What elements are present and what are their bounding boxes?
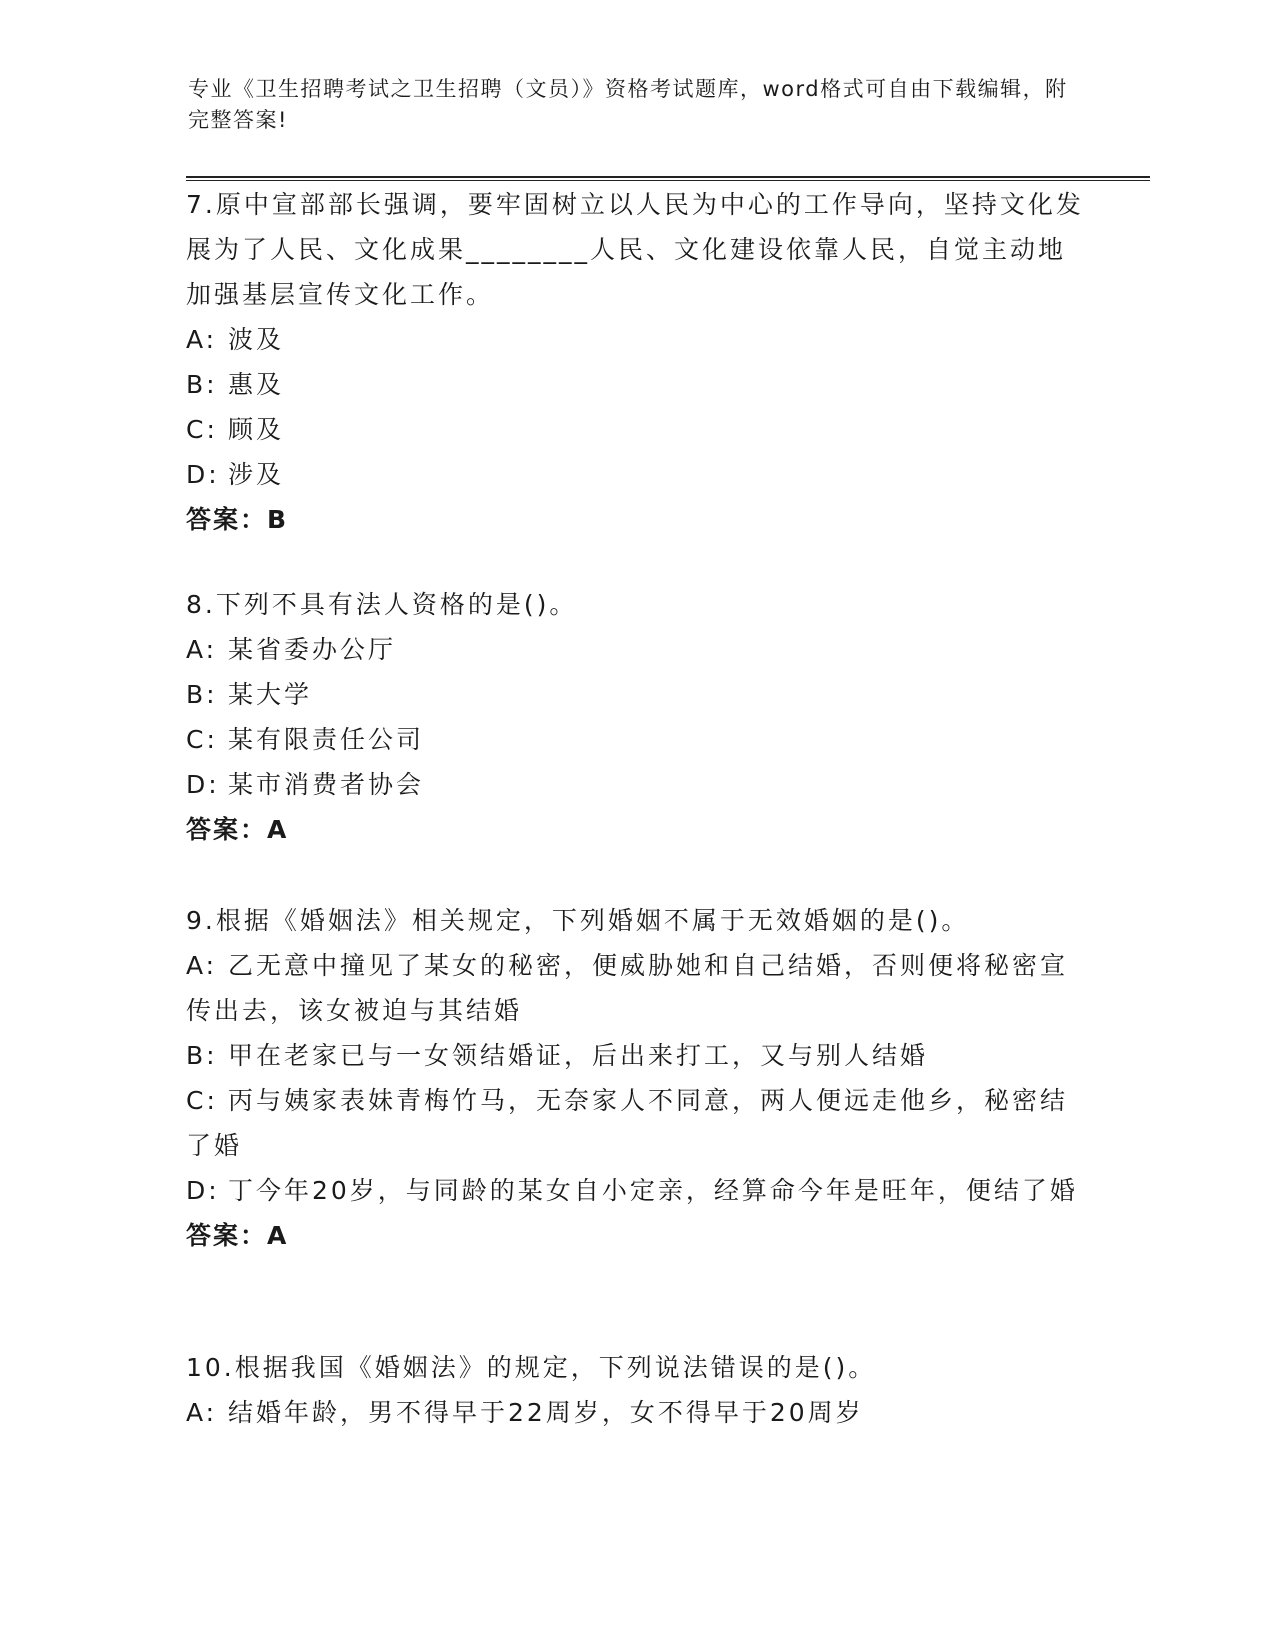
- option-a: A: 某省委办公厅: [186, 635, 397, 664]
- option-c: C: 丙与姨家表妹青梅竹马，无奈家人不同意，两人便远走他乡，秘密结了婚: [186, 1086, 1069, 1160]
- option-b: B: 某大学: [186, 680, 313, 709]
- option-a: A: 结婚年龄，男不得早于22周岁，女不得早于20周岁: [186, 1398, 864, 1427]
- option-a: A: 乙无意中撞见了某女的秘密，便威胁她和自己结婚，否则便将秘密宣传出去，该女被迫与其结婚: [186, 951, 1069, 1025]
- header-intro: 专业《卫生招聘考试之卫生招聘（文员）》资格考试题库，word格式可自由下载编辑，附完整答案!: [188, 77, 1068, 132]
- answer-label: 答案：A: [186, 1221, 289, 1250]
- option-b: B: 甲在老家已与一女领结婚证，后出来打工，又与别人结婚: [186, 1041, 929, 1070]
- answer-label: 答案：A: [186, 815, 289, 844]
- answer-label: 答案：B: [186, 505, 289, 534]
- question-7: [186, 182, 1086, 542]
- question-9: [186, 898, 1086, 1258]
- document-header: [188, 74, 1068, 136]
- question-stem: 8.下列不具有法人资格的是()。: [186, 590, 578, 619]
- question-8: [186, 582, 1086, 852]
- header-divider: [186, 176, 1150, 181]
- option-c: C: 某有限责任公司: [186, 725, 425, 754]
- question-stem: 7.原中宣部部长强调，要牢固树立以人民为中心的工作导向，坚持文化发展为了人民、文化成果________人民、文化建设依靠人民，自觉主动地加强基层宣传文化工作。: [186, 190, 1084, 309]
- option-a: A: 波及: [186, 325, 285, 354]
- option-b: B: 惠及: [186, 370, 285, 399]
- question-10: [186, 1345, 1086, 1435]
- option-d: D: 涉及: [186, 460, 285, 489]
- option-d: D: 丁今年20岁，与同龄的某女自小定亲，经算命今年是旺年，便结了婚: [186, 1176, 1078, 1205]
- option-c: C: 顾及: [186, 415, 285, 444]
- question-stem: 10.根据我国《婚姻法》的规定，下列说法错误的是()。: [186, 1353, 877, 1382]
- question-stem: 9.根据《婚姻法》相关规定，下列婚姻不属于无效婚姻的是()。: [186, 906, 970, 935]
- option-d: D: 某市消费者协会: [186, 770, 425, 799]
